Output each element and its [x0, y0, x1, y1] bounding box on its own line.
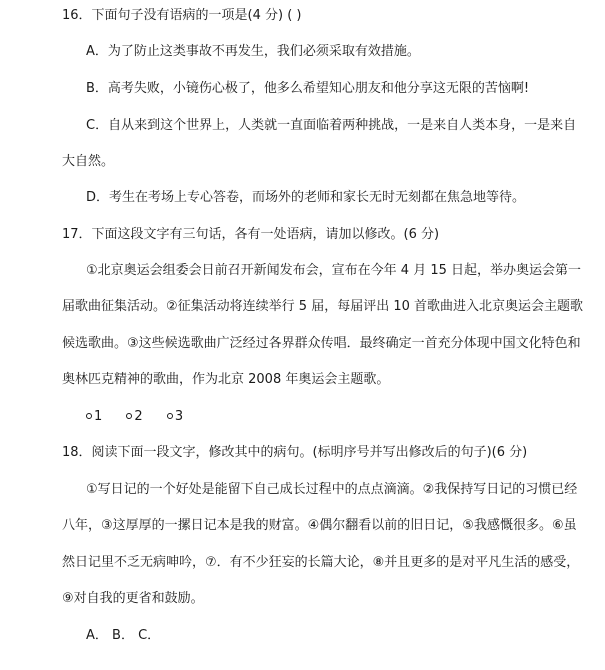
question-17-choice-group [86, 407, 203, 427]
question-17-paragraph-line: 届歌曲征集活动。②征集活动将连续举行 5 届，每届评出 10 首歌曲进入北京奥运会主题歌 [62, 299, 583, 314]
question-17-paragraph-line: ①北京奥运会组委会日前召开新闻发布会，宣布在今年 4 月 15 日起，举办奥运会第一 [86, 263, 581, 278]
question-18-paragraph-line: 八年，③这厚厚的一摞日记本是我的财富。④偶尔翻看以前的旧日记，⑤我感慨很多。⑥虽 [62, 518, 577, 533]
question-16-option-c: C．自从来到这个世界上，人类就一直面临着两种挑战，一是来自人类本身，一是来自 [86, 118, 577, 133]
choice-label: 1 [94, 409, 103, 424]
question-17-choice-1[interactable] [86, 407, 102, 427]
question-17-choice-3[interactable] [167, 407, 183, 427]
radio-circle-icon [167, 413, 173, 419]
question-18-answer-labels: A． B． C． [86, 628, 161, 643]
question-16-option-c-continuation: 大自然。 [62, 154, 115, 169]
choice-label: 2 [134, 409, 143, 424]
question-16-title: 16．下面句子没有语病的一项是(4 分) ( ) [62, 8, 302, 23]
question-16-option-d: D．考生在考场上专心答卷，而场外的老师和家长无时无刻都在焦急地等待。 [86, 190, 526, 205]
question-18-paragraph-line: 然日记里不乏无病呻吟，⑦．有不少狂妄的长篇大论，⑧并且更多的是对平凡生活的感受， [62, 555, 580, 570]
radio-circle-icon [126, 413, 132, 419]
question-18-paragraph-line: ①写日记的一个好处是能留下自己成长过程中的点点滴滴。②我保持写日记的习惯已经 [86, 482, 578, 497]
choice-label: 3 [174, 409, 184, 424]
question-18-title: 18．阅读下面一段文字，修改其中的病句。(标明序号并写出修改后的句子)(6 分) [62, 445, 528, 460]
question-16-option-a: A．为了防止这类事故不再发生，我们必须采取有效措施。 [86, 44, 420, 59]
question-17-title: 17．下面这段文字有三句话，各有一处语病，请加以修改。(6 分) [62, 227, 440, 242]
radio-circle-icon [86, 413, 92, 419]
question-17-paragraph-line: 候选歌曲。③这些候选歌曲广泛经过各界群众传唱．最终确定一首充分体现中国文化特色和 [62, 336, 581, 351]
question-16-option-b: B．高考失败，小镜伤心极了，他多么希望知心朋友和他分享这无限的苦恼啊! [86, 81, 530, 96]
question-17-paragraph-line: 奥林匹克精神的歌曲，作为北京 2008 年奥运会主题歌。 [62, 372, 390, 387]
question-18-paragraph-line: ⑨对自我的更省和鼓励。 [62, 591, 204, 606]
question-17-choice-2[interactable] [126, 407, 142, 427]
